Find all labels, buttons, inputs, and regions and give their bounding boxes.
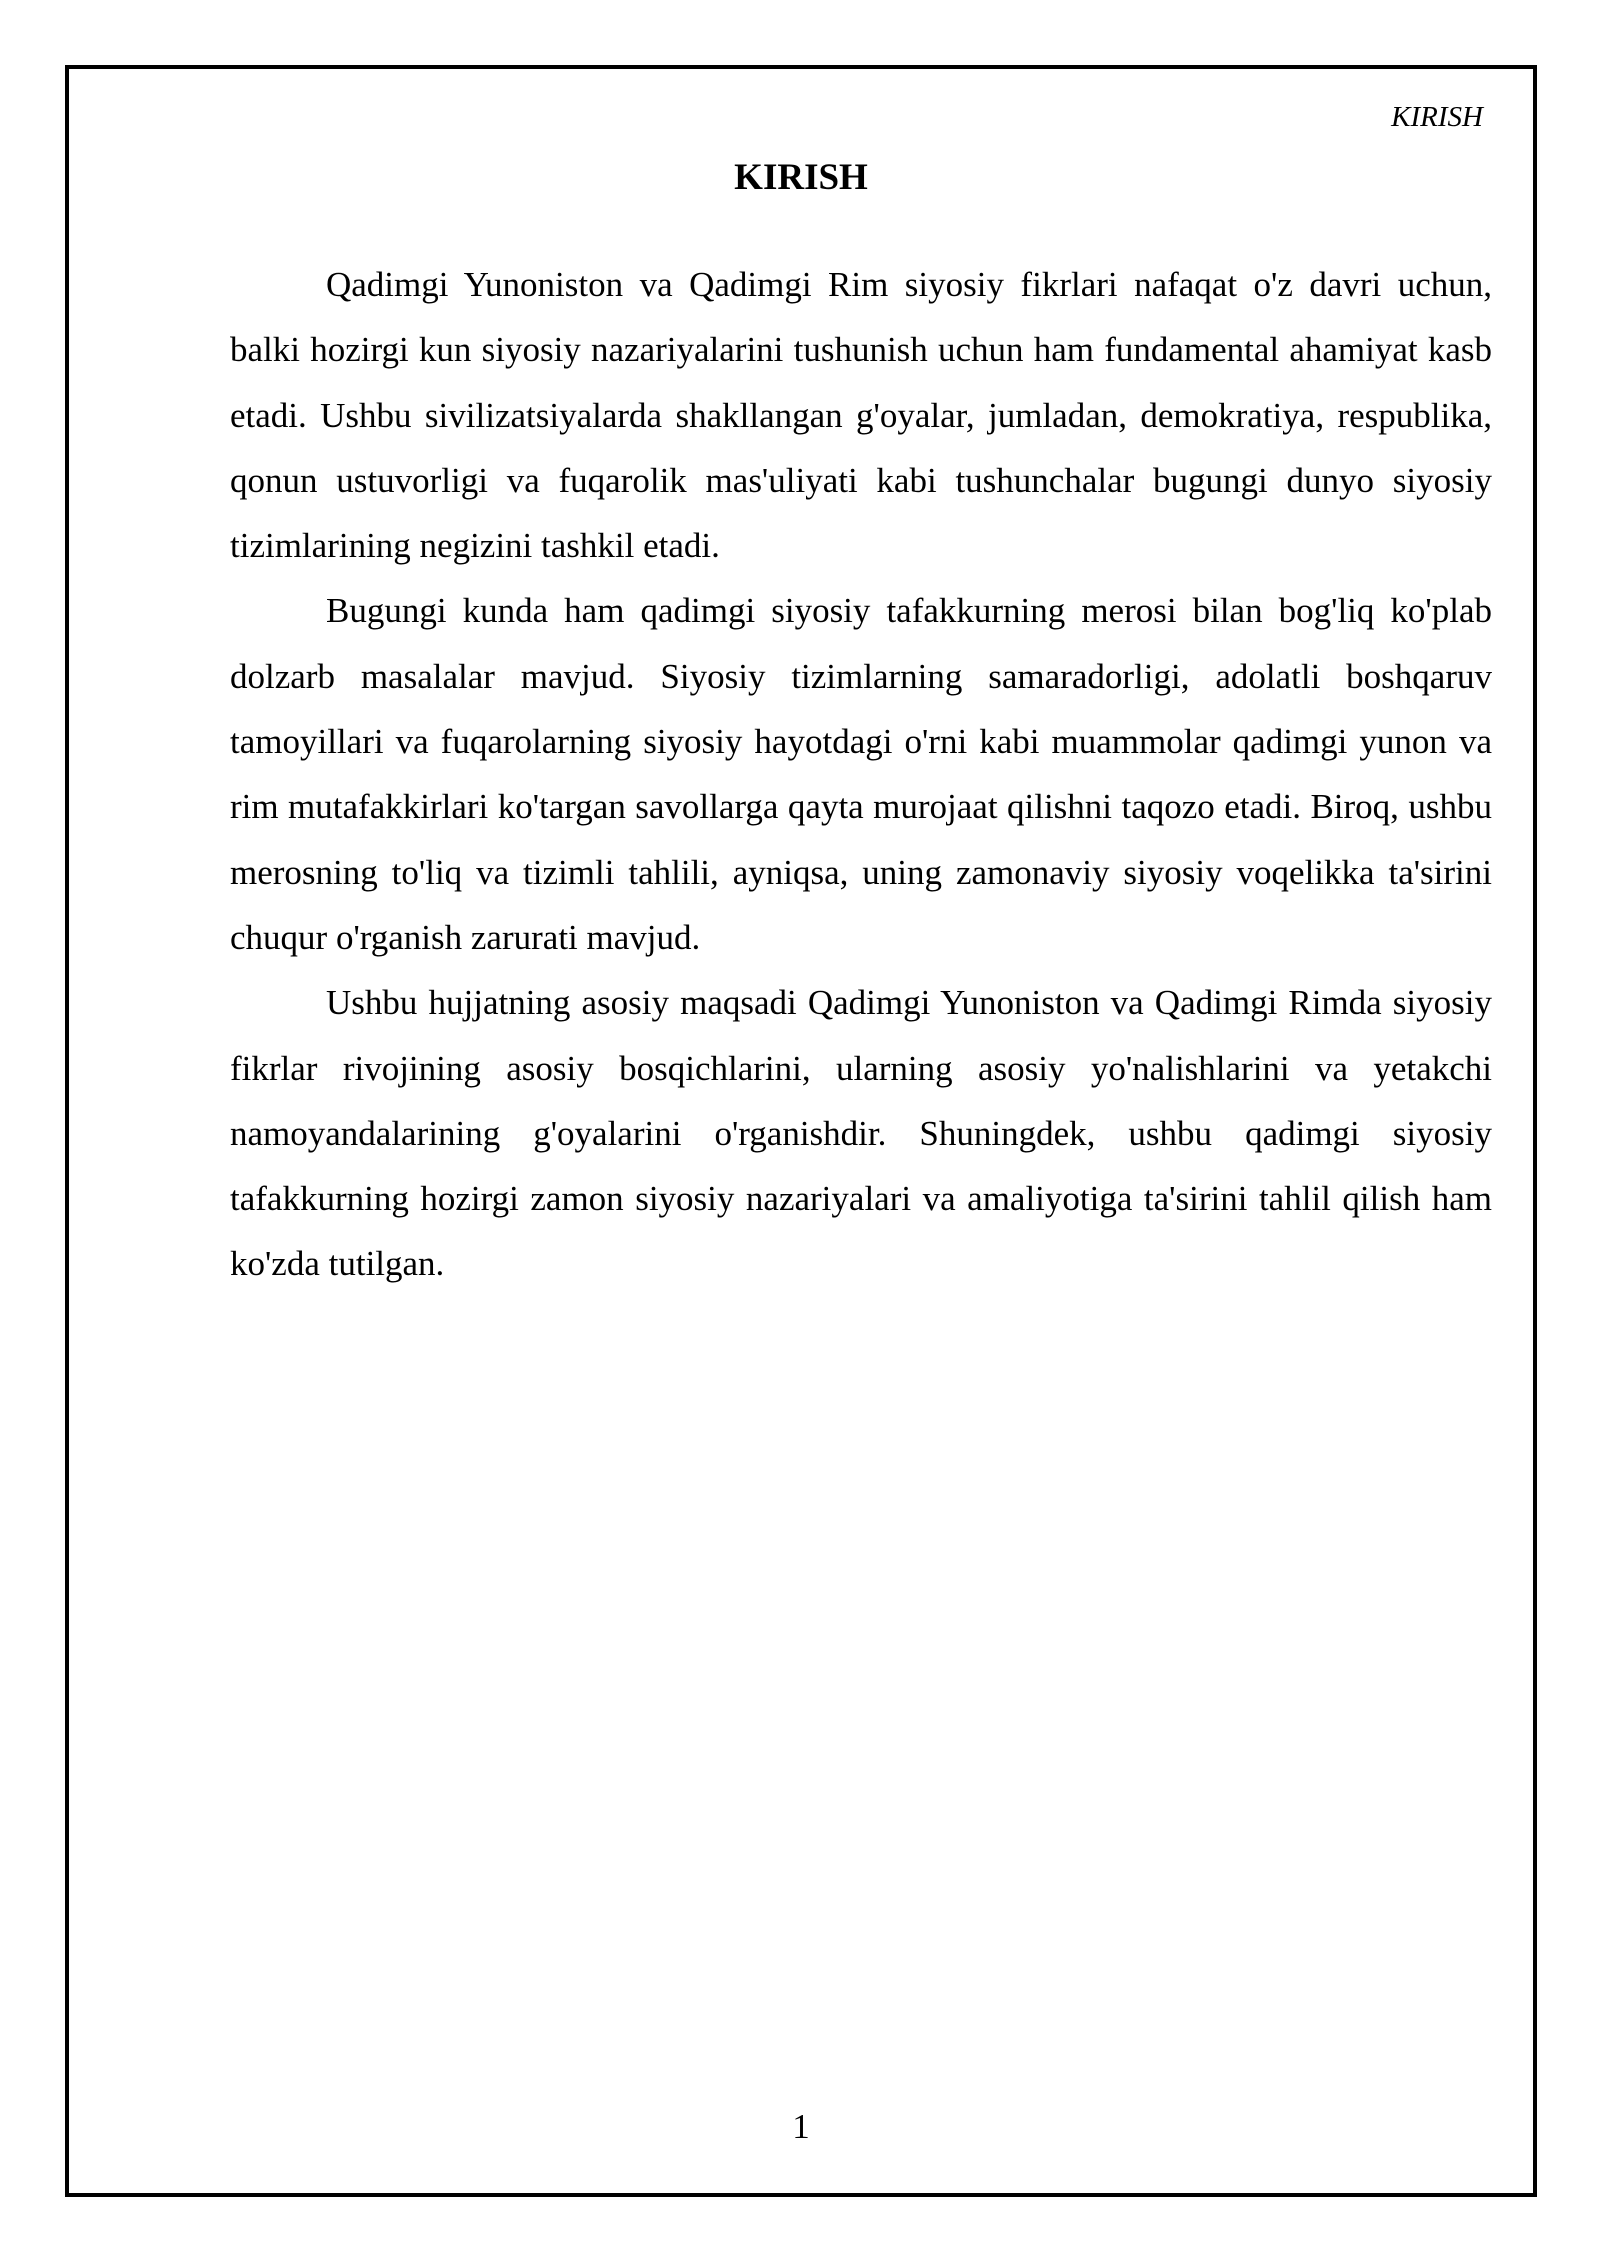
page-title: KIRISH [734, 157, 868, 198]
page-number: 1 [792, 2107, 810, 2146]
paragraph-2: Bugungi kunda ham qadimgi siyosiy tafakkurning merosi bilan bog'liq ko'plab dolzarb masalalar mavjud. Siyosiy tizimlarning samaradorligi, adolatli boshqaruv tamoyillari va fuqarolarning siyosiy hayotdagi o'rni kabi muammolar qadimgi yunon va rim mutafakkirlari ko'targan savollarga qayta murojaat qilishni taqozo etadi. Biroq, ushbu merosning to'liq va tizimli tahlili, ayniqsa, uning zamonaviy siyosiy voqelikka ta'sirini chuqur o'rganish zarurati mavjud. [230, 591, 1492, 957]
paragraph-1: Qadimgi Yunoniston va Qadimgi Rim siyosiy fikrlari nafaqat o'z davri uchun, balki hozirgi kun siyosiy nazariyalarini tushunish uchun ham fundamental ahamiyat kasb etadi. Ushbu sivilizatsiyalarda shakllangan g'oyalar, jumladan, demokratiya, respublika, qonun ustuvorligi va fuqarolik mas'uliyati kabi tushunchalar bugungi dunyo siyosiy tizimlarining negizini tashkil etadi. [230, 265, 1492, 566]
running-header: KIRISH [1391, 101, 1483, 133]
page-frame [65, 65, 1537, 2197]
body-text [230, 252, 1492, 1297]
paragraph-3: Ushbu hujjatning asosiy maqsadi Qadimgi Yunoniston va Qadimgi Rimda siyosiy fikrlar rivojining asosiy bosqichlarini, ularning asosiy yo'nalishlarini va yetakchi namoyandalarining g'oyalarini o'rganishdir. Shuningdek, ushbu qadimgi siyosiy tafakkurning hozirgi zamon siyosiy nazariyalari va amaliyotiga ta'sirini tahlil qilish ham ko'zda tutilgan. [230, 983, 1492, 1284]
